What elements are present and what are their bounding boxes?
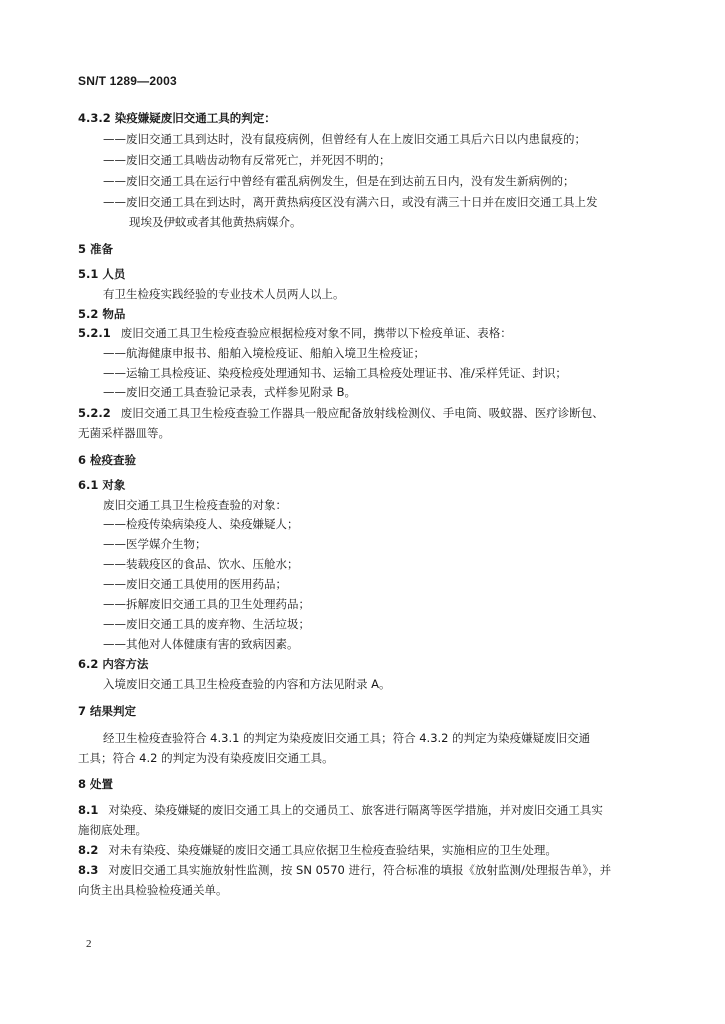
clause-6-1-title: 6.1 对象: [78, 478, 126, 492]
clause-5-2-1-text: 废旧交通工具卫生检疫查验应根据检疫对象不同，携带以下检疫单证、表格：: [120, 326, 512, 340]
clause-5-2-2: [78, 405, 604, 421]
section-7-text-cont: 工具；符合 4.2 的判定为没有染疫废旧交通工具。: [78, 751, 334, 765]
clause-8-3: [78, 862, 611, 878]
clause-5-2-2-text: 废旧交通工具卫生检疫查验工作器具一般应配备放射线检测仪、手电筒、吸蚊器、医疗诊断包、: [120, 406, 604, 420]
section-7-title: 7 结果判定: [78, 704, 137, 718]
clause-4-3-2-item-1: ——废旧交通工具到达时，没有鼠疫病例，但曾经有人在上废旧交通工具后六日以内患鼠疫的；: [103, 132, 586, 146]
clause-4-3-2-item-4: ——废旧交通工具在到达时，离开黄热病疫区没有满六日，或没有满三十日并在废旧交通工具上发: [103, 195, 598, 209]
clause-4-3-2-title: 4.3.2 染疫嫌疑废旧交通工具的判定：: [78, 111, 276, 125]
clause-5-2-title: 5.2 物品: [78, 307, 126, 321]
clause-6-2-text: 入境废旧交通工具卫生检疫查验的内容和方法见附录 A。: [103, 677, 391, 691]
clause-4-3-2-item-4-cont: 现埃及伊蚊或者其他黄热病媒介。: [129, 215, 302, 229]
clause-4-3-2-item-3: ——废旧交通工具在运行中曾经有霍乱病例发生，但是在到达前五日内，没有发生新病例的；: [103, 174, 575, 188]
clause-5-1-title: 5.1 人员: [78, 267, 126, 281]
clause-8-3-cont: 向货主出具检验检疫通关单。: [78, 883, 228, 897]
clause-8-2-text: 对未有染疫、染疫嫌疑的废旧交通工具应依据卫生检疫查验结果，实施相应的卫生处理。: [108, 843, 557, 857]
standard-code-header: SN/T 1289—2003: [78, 74, 177, 88]
clause-6-2-title: 6.2 内容方法: [78, 657, 149, 671]
clause-6-1-item-4: ——废旧交通工具使用的医用药品；: [103, 577, 287, 591]
clause-6-1-text: 废旧交通工具卫生检疫查验的对象：: [103, 498, 287, 512]
clause-5-2-1-item-1: ——航海健康申报书、船舶入境检疫证、船舶入境卫生检疫证；: [103, 346, 425, 360]
clause-6-1-item-6: ——废旧交通工具的废弃物、生活垃圾；: [103, 617, 310, 631]
section-7-text: 经卫生检疫查验符合 4.3.1 的判定为染疫废旧交通工具；符合 4.3.2 的判定为染疫嫌疑废旧交通: [103, 731, 591, 745]
clause-5-2-1: [78, 325, 512, 341]
clause-8-1-cont: 施彻底处理。: [78, 823, 147, 837]
clause-6-1-item-7: ——其他对人体健康有害的致病因素。: [103, 637, 299, 651]
clause-8-3-number: 8.3: [78, 863, 99, 877]
clause-8-2: [78, 842, 557, 858]
clause-6-1-item-2: ——医学媒介生物；: [103, 537, 207, 551]
clause-5-1-text: 有卫生检疫实践经验的专业技术人员两人以上。: [103, 287, 345, 301]
clause-4-3-2-item-2: ——废旧交通工具啮齿动物有反常死亡，并死因不明的；: [103, 153, 391, 167]
section-5-title: 5 准备: [78, 242, 114, 256]
clause-5-2-1-item-2: ——运输工具检疫证、染疫检疫处理通知书、运输工具检疫处理证书、准/采样凭证、封识；: [103, 366, 567, 380]
section-8-title: 8 处置: [78, 777, 114, 791]
clause-6-1-item-5: ——拆解废旧交通工具的卫生处理药品；: [103, 597, 310, 611]
clause-5-2-1-number: 5.2.1: [78, 326, 111, 340]
clause-8-1-text: 对染疫、染疫嫌疑的废旧交通工具上的交通员工、旅客进行隔离等医学措施，并对废旧交通工具实: [108, 803, 603, 817]
clause-5-2-1-item-3: ——废旧交通工具查验记录表，式样参见附录 B。: [103, 385, 357, 399]
clause-6-1-item-1: ——检疫传染病染疫人、染疫嫌疑人；: [103, 517, 299, 531]
clause-6-1-item-3: ——装载疫区的食品、饮水、压舱水；: [103, 557, 299, 571]
section-6-title: 6 检疫查验: [78, 453, 137, 467]
clause-5-2-2-number: 5.2.2: [78, 406, 111, 420]
clause-8-1-number: 8.1: [78, 803, 99, 817]
clause-8-3-text: 对废旧交通工具实施放射性监测，按 SN 0570 进行，符合标准的填报《放射监测/处理报告单》，并: [108, 863, 612, 877]
clause-8-2-number: 8.2: [78, 843, 99, 857]
clause-5-2-2-cont: 无菌采样器皿等。: [78, 426, 170, 440]
page-number: 2: [86, 938, 92, 950]
clause-8-1: [78, 802, 603, 818]
